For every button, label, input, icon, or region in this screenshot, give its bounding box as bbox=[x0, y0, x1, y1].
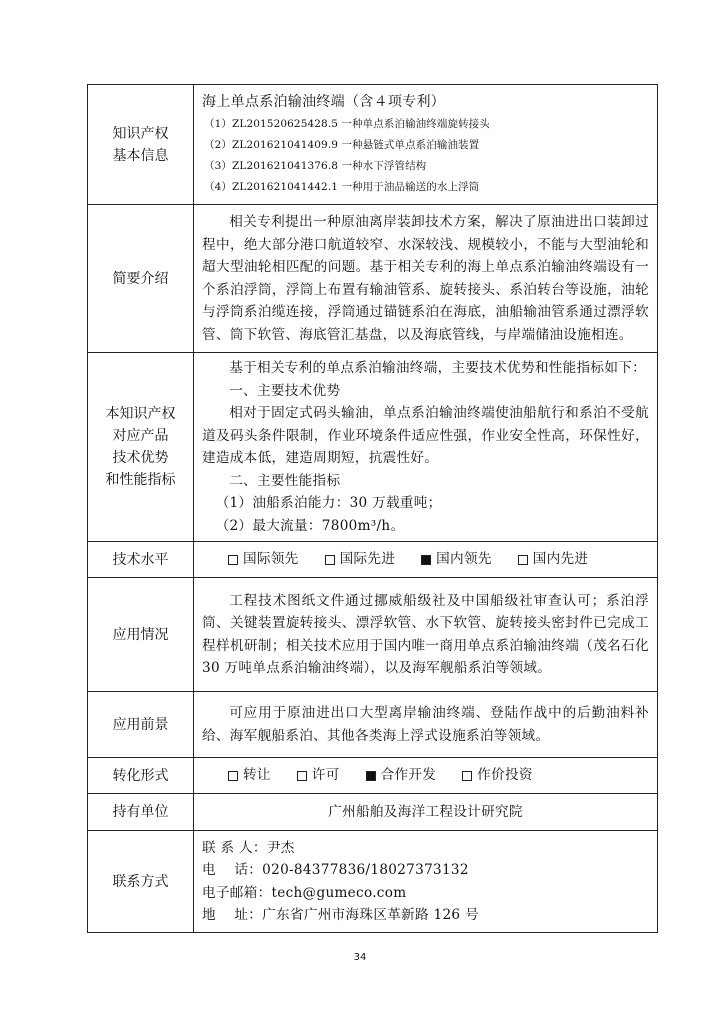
summary-text: 相关专利提出一种原油离岸装卸技术方案，解决了原油进出口装卸过程中，绝大部分港口航道较窄、水深较浅、规模较小，不能与大型油轮和超大型油轮相匹配的问题。基于相关专利的海上单点系泊输油终端设有一个系泊浮筒，浮筒上布置有输油管系、旋转接头、系泊转台等设施，油轮与浮筒系泊缆连接，浮筒通过锚链系泊在海底，油船输油管系通过漂浮软管、筒下软管、海底管汇基盘，以及海底管线，与岸端储油设施相连。 bbox=[202, 214, 649, 343]
advantages-sec1-text: 相对于固定式码头输油，单点系泊输油终端使油船航行和系泊不受航道及码头条件限制，作业环境条件适应性强，作业安全性高，环保性好，建造成本低，建造周期短，抗震性好。 bbox=[202, 405, 649, 466]
advantages-intro: 基于相关专利的单点系泊输油终端，主要技术优势和性能指标如下： bbox=[229, 360, 646, 376]
tech-option-2[interactable]: 国际先进 bbox=[325, 548, 396, 571]
checkbox-icon bbox=[462, 771, 472, 781]
contact-address: 地 址：广东省广州市海珠区革新路 126 号 bbox=[202, 907, 479, 923]
advantages-item2: （2）最大流量：7800m³/h。 bbox=[215, 517, 405, 534]
checkbox-icon bbox=[518, 555, 528, 565]
content-advantages bbox=[194, 353, 658, 542]
patent-4: （4）ZL201621041442.1 一种用于油品输送的水上浮筒 bbox=[204, 180, 480, 193]
contact-person: 联 系 人：尹杰 bbox=[202, 839, 295, 856]
row-owner bbox=[88, 794, 658, 831]
label-ip: 知识产权 基本信息 bbox=[88, 85, 194, 205]
checkbox-checked-icon bbox=[366, 771, 376, 781]
label-application: 应用情况 bbox=[88, 578, 194, 692]
tech-option-1[interactable]: 国际领先 bbox=[228, 548, 299, 571]
ip-title: 海上单点系泊输油终端（含４项专利） bbox=[202, 94, 446, 111]
content-prospect bbox=[194, 692, 658, 758]
label-prospect: 应用前景 bbox=[88, 692, 194, 758]
patent-3: （3）ZL201621041376.8 一种水下浮管结构 bbox=[204, 159, 427, 172]
transfer-option-2[interactable]: 许可 bbox=[297, 764, 340, 787]
tech-option-3[interactable]: 国内领先 bbox=[421, 548, 492, 571]
tech-option-4[interactable]: 国内先进 bbox=[518, 548, 589, 571]
content-application bbox=[194, 578, 658, 692]
transfer-option-3[interactable]: 合作开发 bbox=[366, 764, 437, 787]
checkbox-icon bbox=[325, 555, 335, 565]
advantages-sec1: 一、主要技术优势 bbox=[229, 382, 341, 399]
row-contact bbox=[88, 831, 658, 933]
content-owner: 广州船舶及海洋工程设计研究院 bbox=[194, 794, 658, 831]
label-owner: 持有单位 bbox=[88, 794, 194, 831]
advantages-sec2: 二、主要性能指标 bbox=[229, 472, 341, 489]
checkbox-icon bbox=[228, 771, 238, 781]
row-ip bbox=[88, 85, 658, 205]
transfer-option-1[interactable]: 转让 bbox=[228, 764, 271, 787]
checkbox-icon bbox=[297, 771, 307, 781]
contact-phone: 电 话：020-84377836/18027373132 bbox=[202, 862, 469, 878]
row-tech-level bbox=[88, 542, 658, 578]
label-summary: 简要介绍 bbox=[88, 205, 194, 353]
content-contact bbox=[194, 831, 658, 933]
row-prospect bbox=[88, 692, 658, 758]
content-tech-level bbox=[194, 542, 658, 578]
row-application bbox=[88, 578, 658, 692]
row-advantages bbox=[88, 353, 658, 542]
patent-1: （1）ZL201520625428.5 一种单点系泊输油终端旋转接头 bbox=[204, 117, 490, 130]
content-summary bbox=[194, 205, 658, 353]
advantages-item1: （1）油船系泊能力：30 万载重吨； bbox=[215, 495, 442, 511]
page-number: 34 bbox=[353, 952, 367, 963]
row-summary bbox=[88, 205, 658, 353]
prospect-text: 可应用于原油进出口大型离岸输油终端、登陆作战中的后勤油料补给、海军舰船系泊、其他各类海上浮式设施系泊等领域。 bbox=[202, 705, 649, 744]
content-ip bbox=[194, 85, 658, 205]
label-advantages: 本知识产权 对应产品 技术优势 和性能指标 bbox=[88, 353, 194, 542]
application-text: 工程技术图纸文件通过挪威船级社及中国船级社审查认可；系泊浮筒、关键装置旋转接头、漂浮软管、水下软管、旋转接头密封件已完成工程样机研制；相关技术应用于国内唯一商用单点系泊输油终端（茂名石化 30 万吨单点系泊输油终端），以及海军舰船系泊等领域。 bbox=[202, 592, 649, 676]
contact-email: 电子邮箱：tech@gumeco.com bbox=[202, 884, 407, 901]
transfer-option-4[interactable]: 作价投资 bbox=[462, 764, 533, 787]
checkbox-checked-icon bbox=[421, 555, 431, 565]
checkbox-icon bbox=[228, 555, 238, 565]
patent-2: （2）ZL201621041409.9 一种悬链式单点系泊输油装置 bbox=[204, 138, 480, 151]
content-transfer bbox=[194, 758, 658, 794]
label-tech-level: 技术水平 bbox=[88, 542, 194, 578]
label-contact: 联系方式 bbox=[88, 831, 194, 933]
row-transfer bbox=[88, 758, 658, 794]
info-table bbox=[87, 84, 658, 933]
label-transfer: 转化形式 bbox=[88, 758, 194, 794]
